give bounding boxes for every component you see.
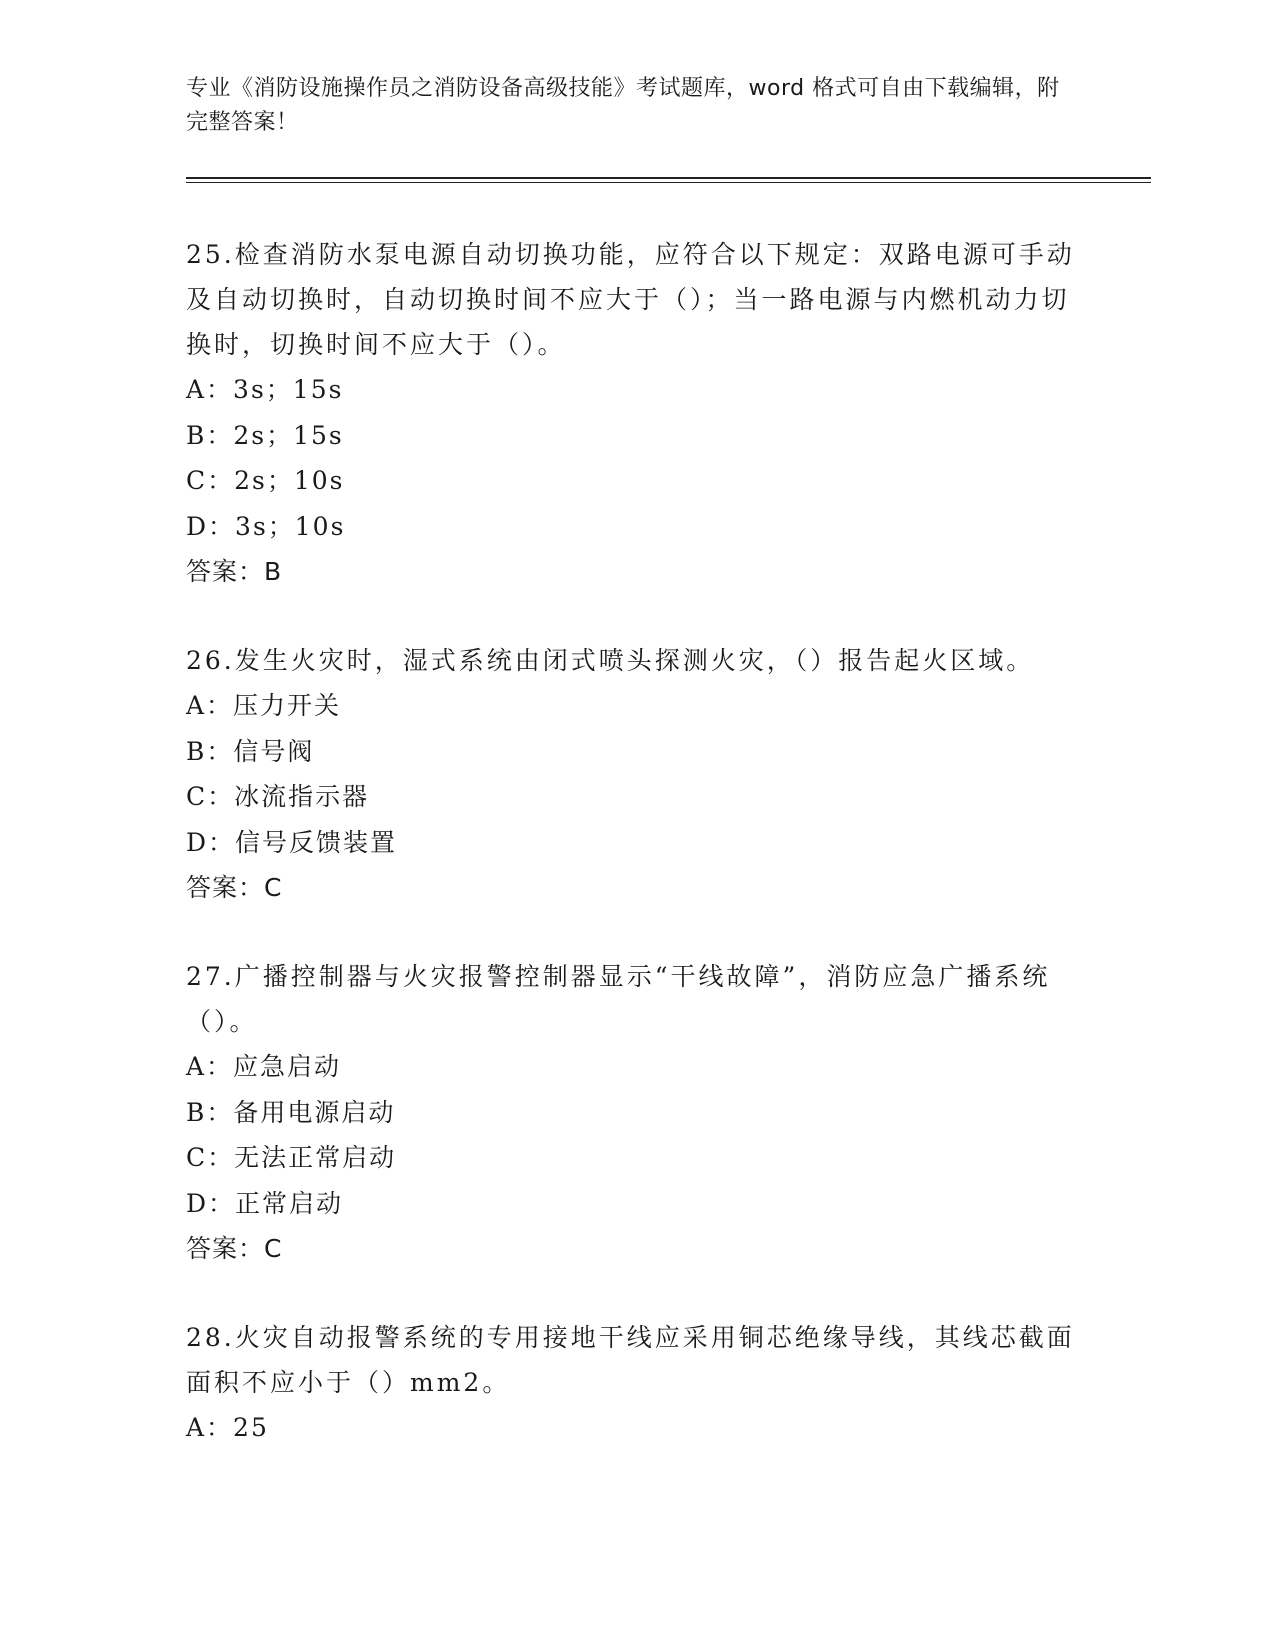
option-d: D：正常启动 bbox=[186, 1188, 344, 1218]
answer-line: 答案：C bbox=[186, 1234, 283, 1263]
option-d: D：信号反馈装置 bbox=[186, 827, 398, 857]
option-c: C：2s；10s bbox=[186, 466, 345, 495]
option-b: B：信号阀 bbox=[186, 736, 315, 766]
option-c: C：冰流指示器 bbox=[186, 782, 370, 811]
document-header: 专业《消防设施操作员之消防设备高级技能》考试题库，word 格式可自由下载编辑，附完整答案！ bbox=[186, 76, 1060, 135]
question-25 bbox=[186, 232, 1076, 594]
option-a: A：应急启动 bbox=[186, 1052, 342, 1081]
option-a: A：25 bbox=[186, 1413, 269, 1442]
header-divider-thin bbox=[186, 182, 1151, 183]
question-stem: 25.检查消防水泵电源自动切换功能，应符合以下规定：双路电源可手动及自动切换时，自动切换时间不应大于（）；当一路电源与内燃机动力切换时，切换时间不应大于（）。 bbox=[186, 240, 1075, 359]
option-a: A：压力开关 bbox=[186, 691, 342, 720]
option-d: D：3s；10s bbox=[186, 511, 346, 541]
question-list bbox=[186, 232, 1076, 1495]
question-28 bbox=[186, 1315, 1076, 1451]
question-26 bbox=[186, 638, 1076, 910]
question-stem: 27.广播控制器与火灾报警控制器显示“干线故障”，消防应急广播系统（）。 bbox=[186, 962, 1051, 1036]
option-c: C：无法正常启动 bbox=[186, 1143, 397, 1172]
option-b: B：备用电源启动 bbox=[186, 1097, 396, 1127]
question-stem: 26.发生火灾时，湿式系统由闭式喷头探测火灾，（）报告起火区域。 bbox=[186, 646, 1035, 675]
question-27 bbox=[186, 954, 1076, 1271]
header-divider-thick bbox=[186, 177, 1151, 179]
answer-line: 答案：B bbox=[186, 557, 283, 586]
question-stem: 28.火灾自动报警系统的专用接地干线应采用铜芯绝缘导线，其线芯截面面积不应小于（）mm2。 bbox=[186, 1323, 1075, 1397]
answer-line: 答案：C bbox=[186, 873, 283, 902]
option-a: A：3s；15s bbox=[186, 375, 344, 404]
option-b: B：2s；15s bbox=[186, 420, 344, 450]
